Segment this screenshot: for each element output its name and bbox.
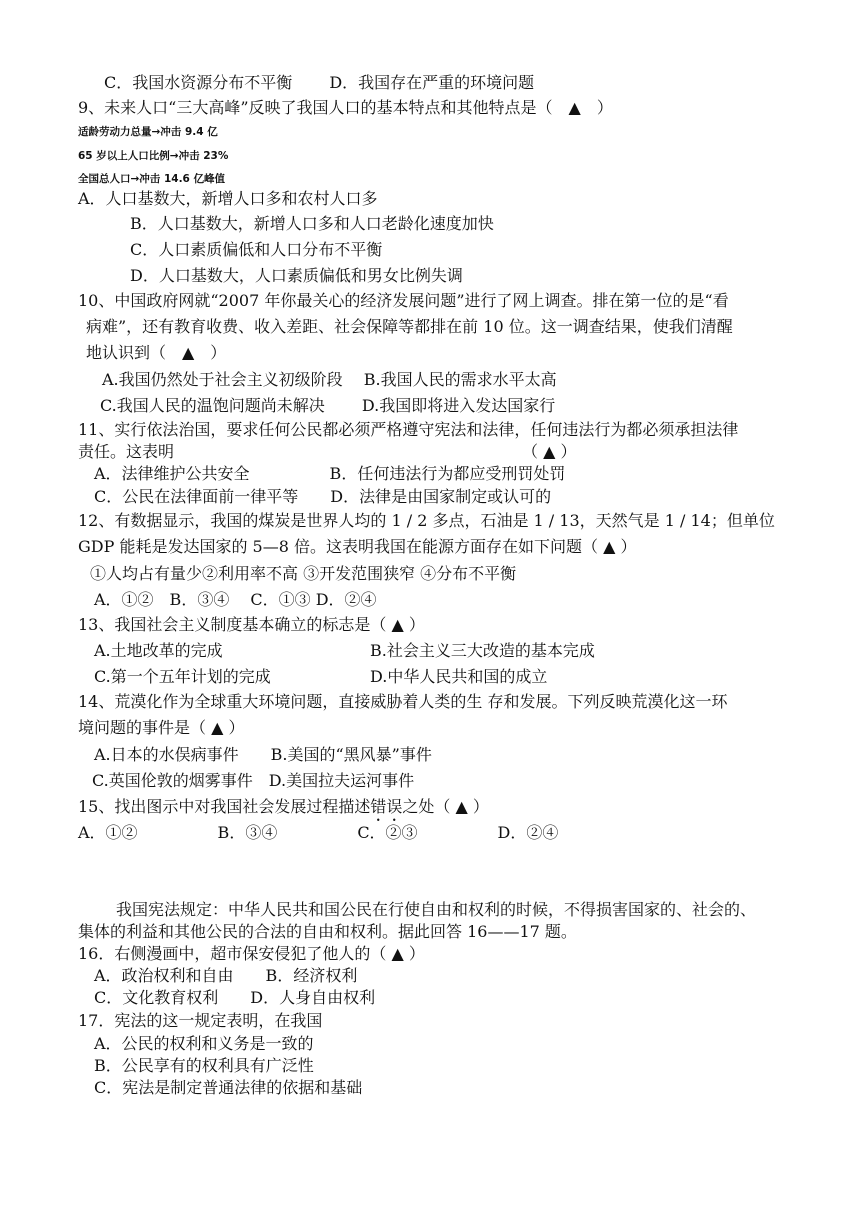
q16-options-cd: C．文化教育权利 D．人身自由权利 bbox=[94, 988, 376, 1007]
q10-stem-line-1: 10、中国政府网就“2007 年你最关心的经济发展问题”进行了网上调查。排在第一位的是“看 bbox=[78, 291, 729, 310]
q15-emphasis: 错误 bbox=[370, 797, 403, 816]
q10-stem-line-3: 地认识到（ ▲ ） bbox=[86, 343, 227, 362]
q8-options-cd: C．我国水资源分布不平衡 D．我国存在严重的环境问题 bbox=[104, 73, 535, 92]
q15-stem bbox=[78, 796, 489, 825]
q12-stem-line-2: GDP 能耗是发达国家的 5—8 倍。这表明我国在能源方面存在如下问题（ ▲ ） bbox=[78, 537, 637, 556]
q9-option-a: A．人口基数大，新增人口多和农村人口多 bbox=[78, 189, 378, 208]
constitution-passage-line-2: 集体的利益和其他公民的合法的自由和权利。据此回答 16——17 题。 bbox=[78, 922, 577, 941]
q13-option-a: A.土地改革的完成 bbox=[94, 641, 223, 660]
q11-stem-line-1: 11、实行依法治国，要求任何公民都必须严格遵守宪法和法律，任何违法行为都必须承担法律 bbox=[78, 420, 739, 439]
q17-stem: 17．宪法的这一规定表明，在我国 bbox=[78, 1011, 323, 1030]
constitution-passage-line-1: 我国宪法规定：中华人民共和国公民在行使自由和权利的时候，不得损害国家的、社会的、 bbox=[116, 900, 757, 919]
q11-options-cd: C．公民在法律面前一律平等 D．法律是由国家制定或认可的 bbox=[94, 487, 552, 506]
q15-stem-text: 15、找出图示中对我国社会发展过程描述 bbox=[78, 797, 371, 816]
q9-option-b: B．人口基数大，新增人口多和人口老龄化速度加快 bbox=[130, 214, 494, 233]
q14-options-cd: C.英国伦敦的烟雾事件 D.美国拉夫运河事件 bbox=[92, 771, 415, 790]
q13-stem: 13、我国社会主义制度基本确立的标志是（ ▲ ） bbox=[78, 615, 425, 634]
q15-stem-tail: 之处（ ▲ ） bbox=[402, 797, 489, 816]
q11-answer-blank: （ ▲ ） bbox=[522, 442, 577, 461]
q13-option-c: C.第一个五年计划的完成 bbox=[94, 667, 271, 686]
q12-statements: ①人均占有量少②利用率不高 ③开发范围狭窄 ④分布不平衡 bbox=[90, 564, 517, 583]
q10-options-cd: C.我国人民的温饱问题尚未解决 D.我国即将进入发达国家行 bbox=[100, 396, 556, 415]
q17-option-a: A．公民的权利和义务是一致的 bbox=[94, 1034, 314, 1053]
q14-options-ab: A.日本的水俣病事件 B.美国的“黑风暴”事件 bbox=[94, 745, 432, 764]
q9-data-line-1: 适龄劳动力总量→冲击 9.4 亿 bbox=[78, 126, 218, 138]
q17-option-c: C．宪法是制定普通法律的依据和基础 bbox=[94, 1078, 363, 1097]
q16-options-ab: A．政治权利和自由 B．经济权利 bbox=[94, 966, 358, 985]
q17-option-b: B．公民享有的权利具有广泛性 bbox=[94, 1056, 314, 1075]
q9-data-line-2: 65 岁以上人口比例→冲击 23% bbox=[78, 150, 229, 162]
q16-stem: 16．右侧漫画中，超市保安侵犯了他人的（ ▲ ） bbox=[78, 944, 425, 963]
q12-options: A．①② B．③④ C．①③ D．②④ bbox=[94, 590, 377, 609]
q9-option-d: D．人口基数大，人口素质偏低和男女比例失调 bbox=[130, 266, 463, 285]
q12-stem-line-1: 12、有数据显示，我国的煤炭是世界人均的 1 / 2 多点，石油是 1 / 13，天然气是 1 / 14；但单位 bbox=[78, 511, 775, 530]
q9-stem: 9、未来人口“三大高峰”反映了我国人口的基本特点和其他特点是（ ▲ ） bbox=[78, 98, 613, 117]
q13-option-b: B.社会主义三大改造的基本完成 bbox=[370, 641, 595, 660]
q9-option-c: C．人口素质偏低和人口分布不平衡 bbox=[130, 240, 383, 259]
q11-options-ab: A．法律维护公共安全 B．任何违法行为都应受刑罚处罚 bbox=[94, 464, 566, 483]
q14-stem-line-2: 境问题的事件是（ ▲ ） bbox=[78, 718, 245, 737]
q10-stem-line-2: 病难”，还有教育收费、收入差距、社会保障等都排在前 10 位。这一调查结果，使我们清醒 bbox=[86, 317, 733, 336]
q13-option-d: D.中华人民共和国的成立 bbox=[370, 667, 548, 686]
q15-options: A．①② B．③④ C．②③ D．②④ bbox=[78, 823, 559, 842]
q9-data-line-3: 全国总人口→冲击 14.6 亿峰值 bbox=[78, 173, 226, 185]
q11-stem-line-2: 责任。这表明 bbox=[78, 442, 175, 461]
q14-stem-line-1: 14、荒漠化作为全球重大环境问题，直接威胁着人类的生 存和发展。下列反映荒漠化这一环 bbox=[78, 692, 728, 711]
q10-options-ab: A.我国仍然处于社会主义初级阶段 B.我国人民的需求水平太高 bbox=[102, 370, 557, 389]
